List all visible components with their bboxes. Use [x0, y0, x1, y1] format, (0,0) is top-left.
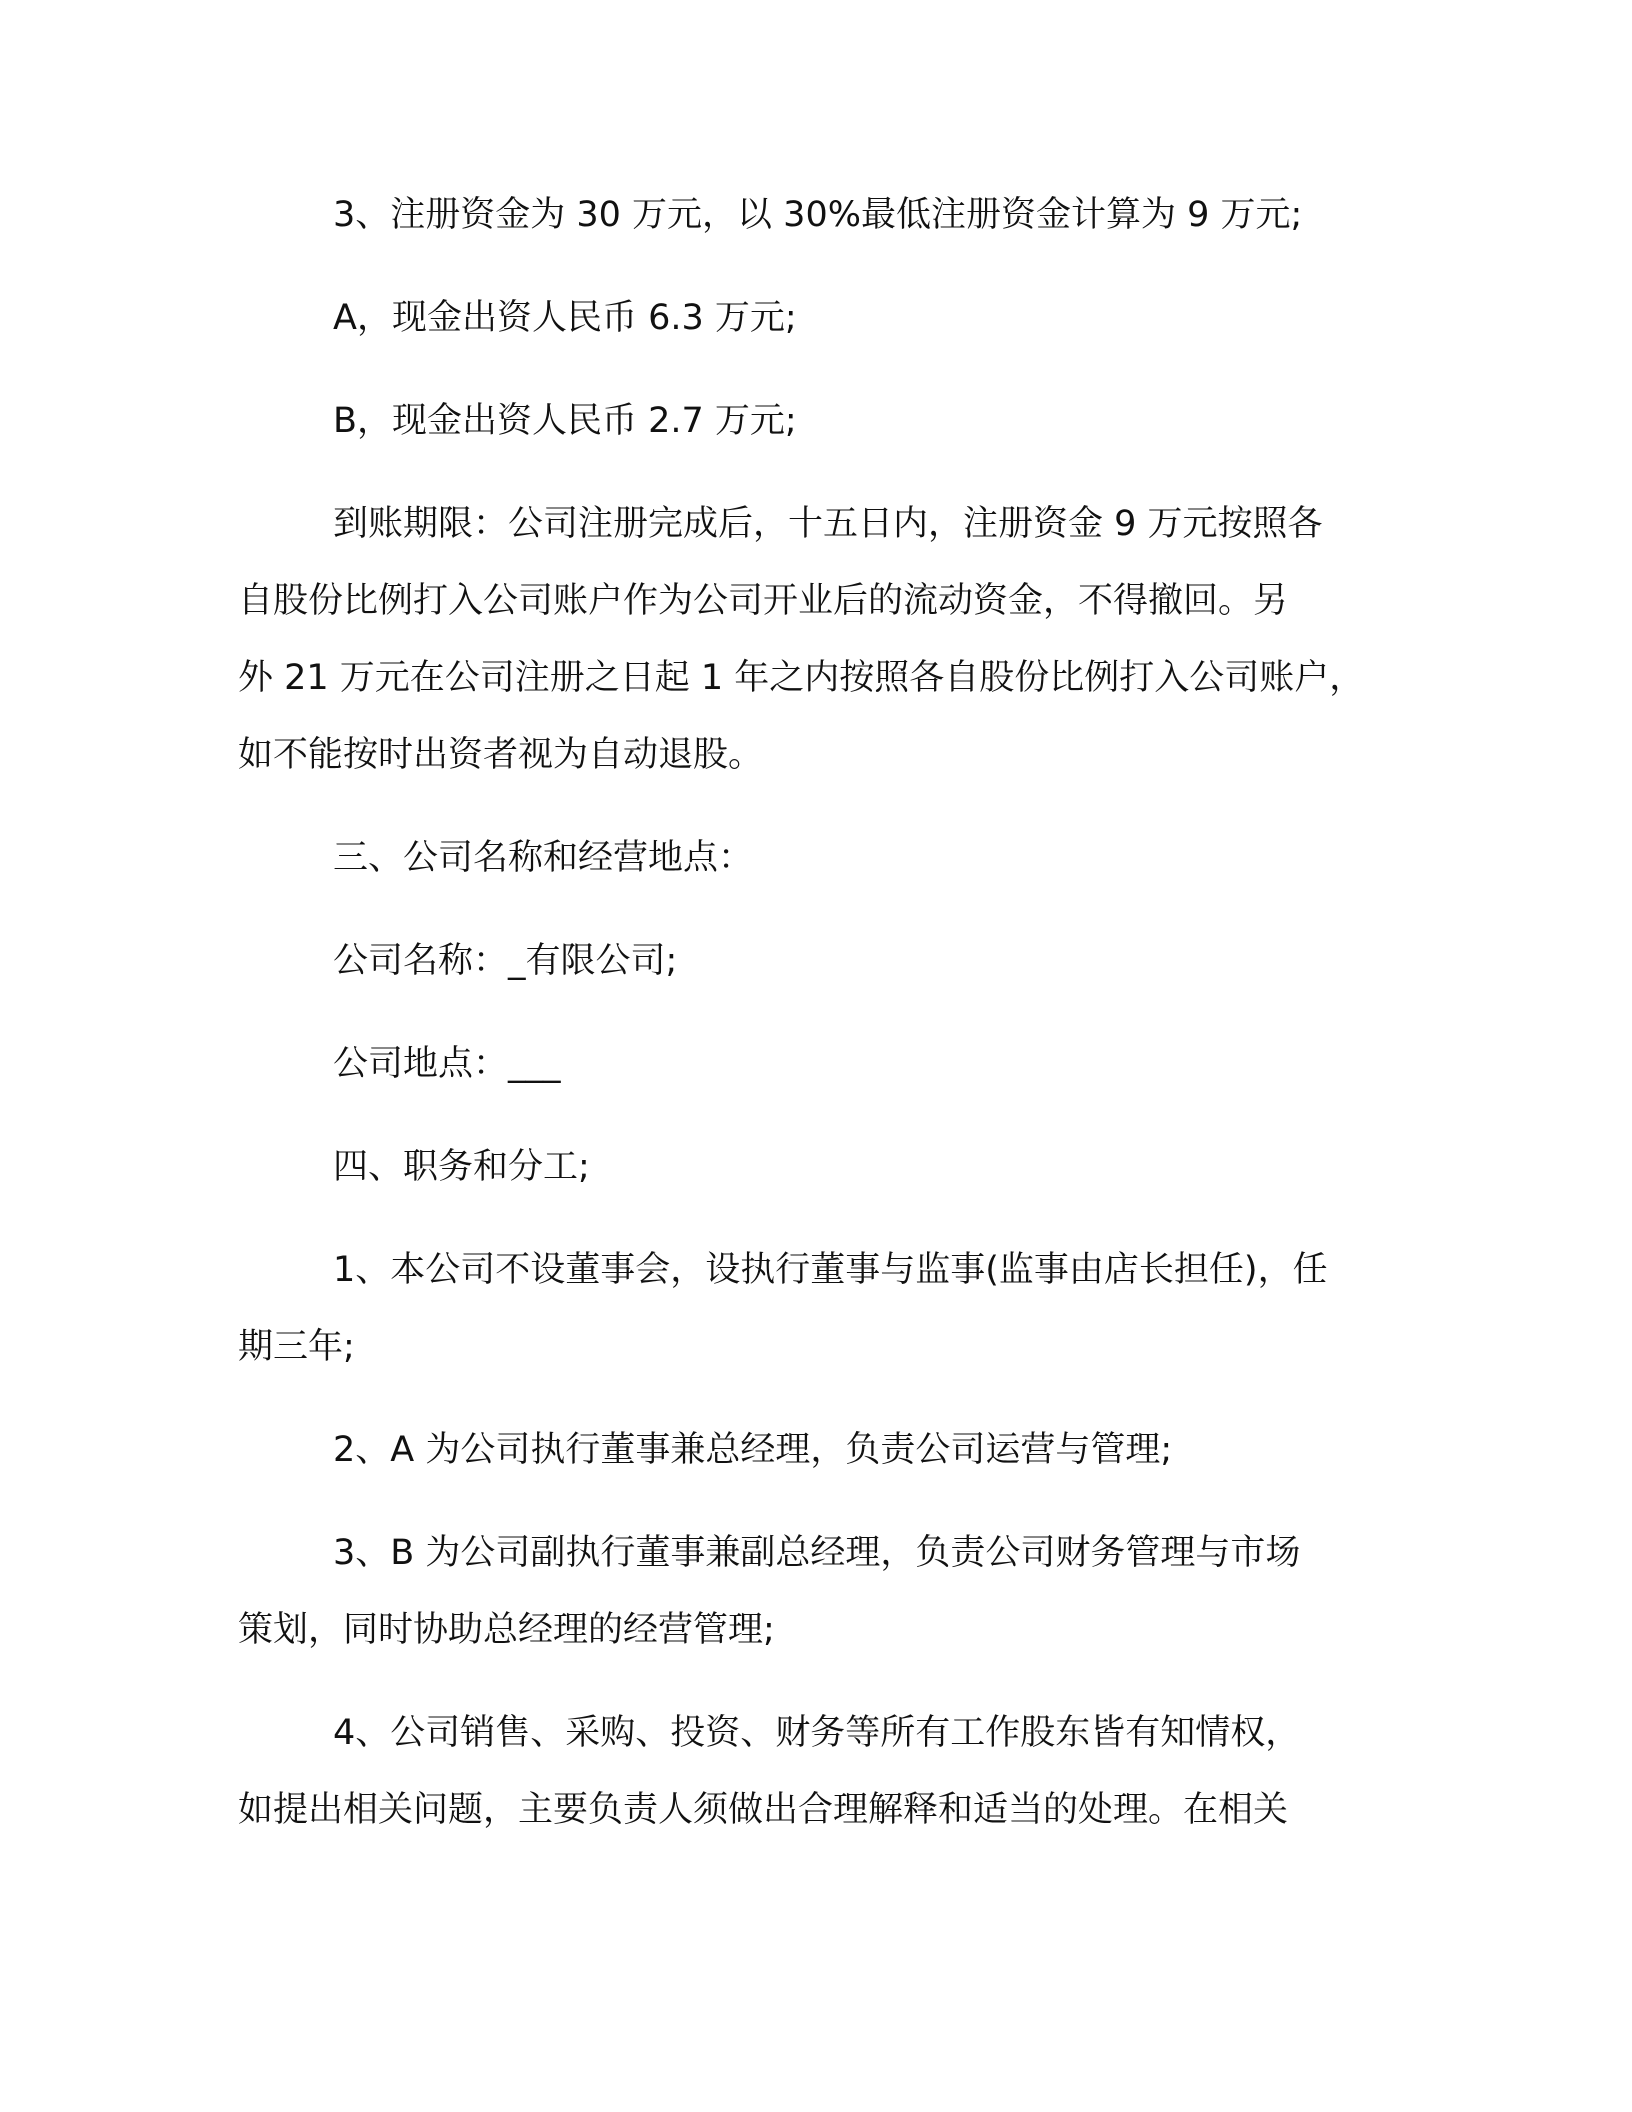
text-line: 如不能按时出资者视为自动退股。	[238, 735, 764, 775]
text-line: 公司地点：___	[333, 1044, 561, 1084]
text-line: 自股份比例打入公司账户作为公司开业后的流动资金，不得撤回。另	[238, 581, 1289, 621]
text-line: 到账期限：公司注册完成后，十五日内，注册资金 9 万元按照各	[333, 504, 1323, 544]
text-line: 外 21 万元在公司注册之日起 1 年之内按照各自股份比例打入公司账户，	[238, 658, 1365, 698]
section-heading: 三、公司名称和经营地点：	[333, 838, 754, 878]
document-body	[238, 177, 1408, 1849]
text-line: A，现金出资人民币 6.3 万元;	[333, 298, 797, 338]
text-line: 4、公司销售、采购、投资、财务等所有工作股东皆有知情权，	[333, 1713, 1301, 1753]
text-line: 3、B 为公司副执行董事兼副总经理，负责公司财务管理与市场	[333, 1533, 1301, 1573]
text-line: 如提出相关问题，主要负责人须做出合理解释和适当的处理。在相关	[238, 1790, 1289, 1830]
text-line: 2、A 为公司执行董事兼总经理，负责公司运营与管理;	[333, 1430, 1173, 1470]
text-line: 1、本公司不设董事会，设执行董事与监事(监事由店长担任)，任	[333, 1250, 1328, 1290]
text-line: 策划，同时协助总经理的经营管理;	[238, 1610, 775, 1650]
text-line: B，现金出资人民币 2.7 万元;	[333, 401, 797, 441]
section-heading: 四、职务和分工;	[333, 1147, 590, 1187]
text-line: 公司名称：_有限公司;	[333, 941, 678, 981]
text-line: 3、注册资金为 30 万元，以 30%最低注册资金计算为 9 万元;	[333, 195, 1303, 235]
text-line: 期三年;	[238, 1327, 355, 1367]
